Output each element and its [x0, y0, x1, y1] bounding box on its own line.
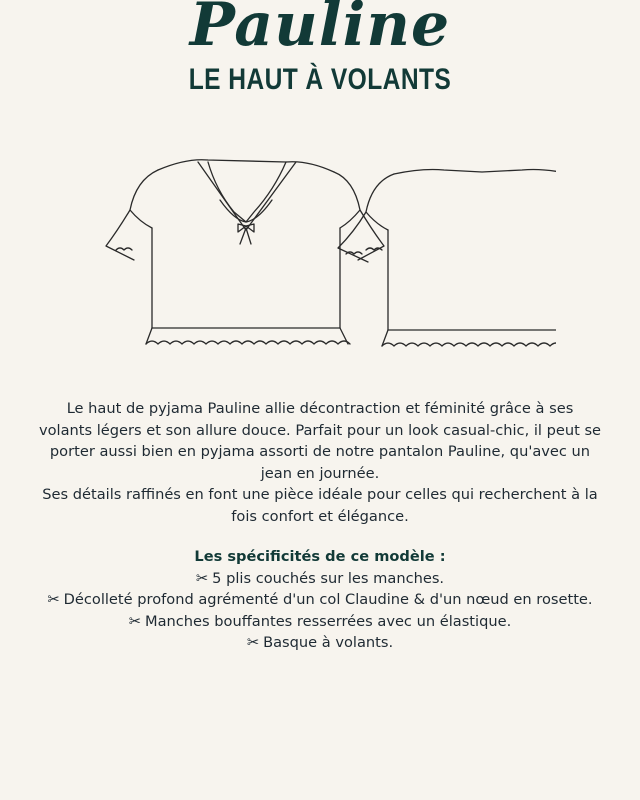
page-subtitle: LE HAUT À VOLANTS	[188, 63, 452, 96]
specs-section	[20, 546, 620, 654]
scissors-icon: ✂	[195, 569, 209, 587]
product-description	[38, 398, 602, 527]
front-view-drawing	[106, 160, 384, 344]
page-title: Pauline	[189, 0, 451, 60]
scissors-icon: ✂	[47, 591, 60, 608]
description-paragraph-1: Le haut de pyjama Pauline allie décontraction et féminité grâce à ses volants légers et son allure douce. Parfait pour un look casual-chic, il peut se porter aussi bien en pyjama assorti de notre pantalon Pauline, qu'avec un jean en journée.	[38, 400, 602, 482]
spec-item: ✂ Manches bouffantes resserrées avec un élastique.	[128, 612, 512, 630]
back-view-drawing	[338, 170, 556, 347]
scissors-icon: ✂	[128, 612, 141, 630]
spec-item: ✂ Décolleté profond agrémenté d'un col Claudine & d'un nœud en rosette.	[47, 591, 593, 608]
technical-drawings	[96, 150, 556, 355]
spec-item: ✂ 5 plis couchés sur les manches.	[195, 569, 445, 587]
scissors-icon: ✂	[246, 634, 260, 651]
specs-title: Les spécificités de ce modèle :	[194, 548, 446, 565]
spec-item: ✂ Basque à volants.	[246, 634, 394, 651]
description-paragraph-2: Ses détails raffinés en font une pièce idéale pour celles qui recherchent à la fois confort et élégance.	[42, 486, 598, 525]
